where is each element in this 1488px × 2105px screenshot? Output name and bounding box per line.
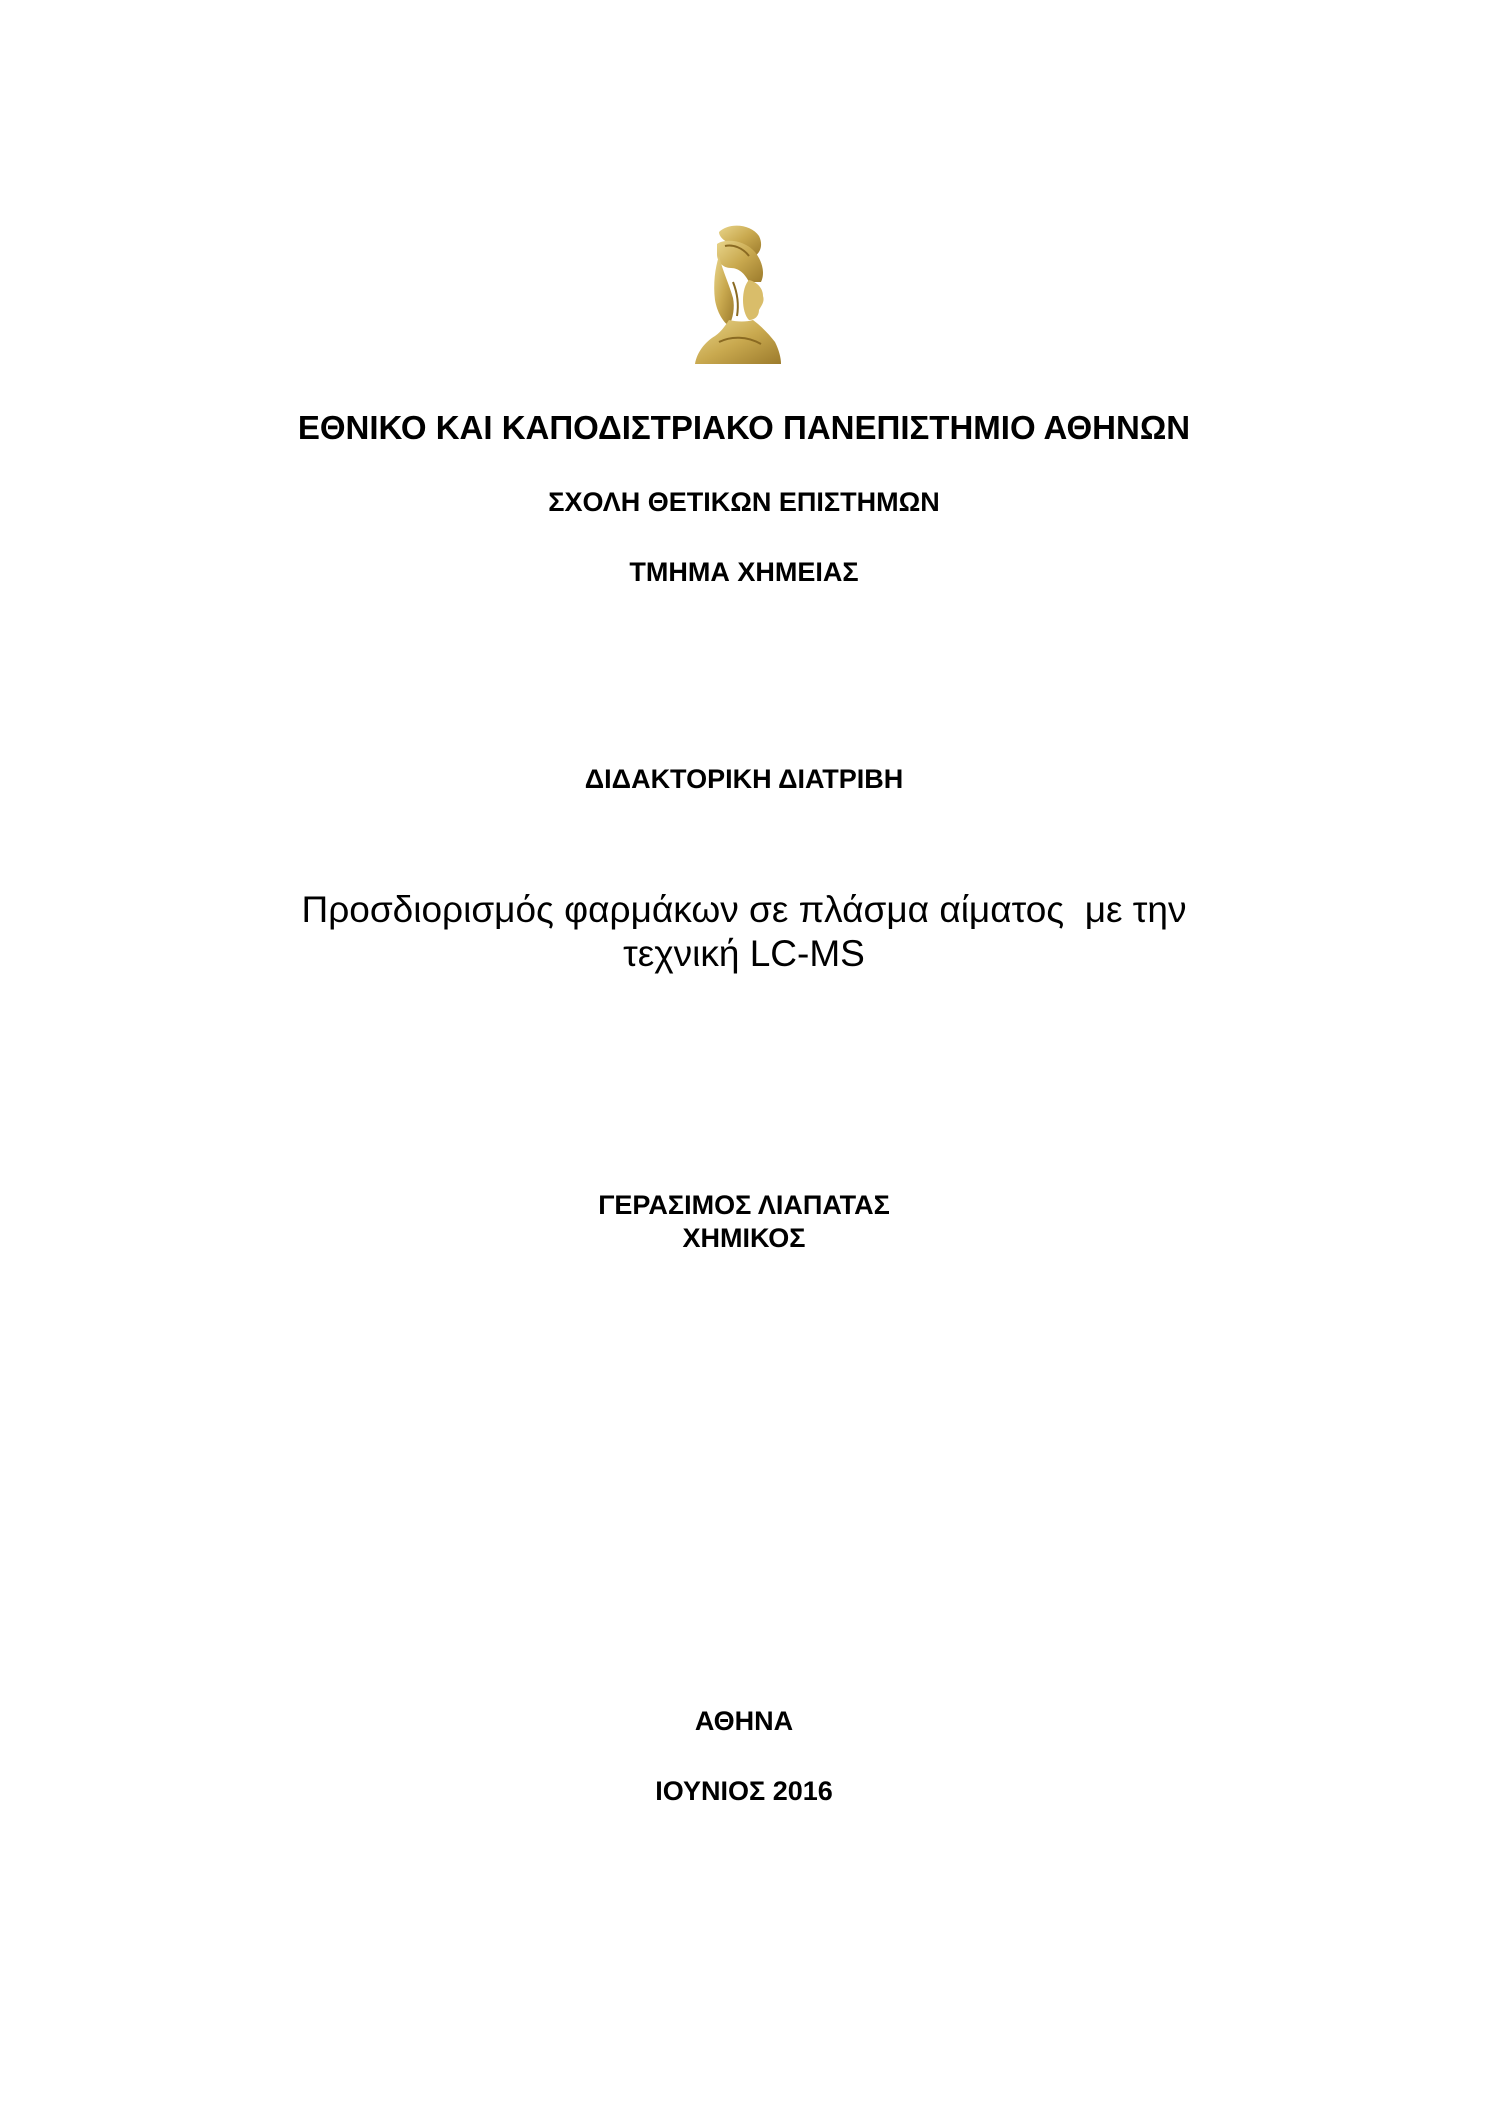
city: ΑΘΗΝΑ [694,1706,794,1736]
thesis-title-line-1: Προσδιορισμός φαρμάκων σε πλάσμα αίματος με την [301,889,1187,930]
thesis-title [0,888,1488,976]
department-name: ΤΜΗΜΑ ΧΗΜΕΙΑΣ [629,557,859,587]
athena-helmet-emblem-icon [689,222,799,364]
date: ΙΟΥΝΙΟΣ 2016 [655,1776,833,1806]
school-name: ΣΧΟΛΗ ΘΕΤΙΚΩΝ ΕΠΙΣΤΗΜΩΝ [548,487,940,517]
author-profession: ΧΗΜΙΚΟΣ [682,1223,806,1253]
document-type: ΔΙΔΑΚΤΟΡΙΚΗ ΔΙΑΤΡΙΒΗ [584,764,904,794]
university-name: ΕΘΝΙΚΟ ΚΑΙ ΚΑΠΟΔΙΣΤΡΙΑΚΟ ΠΑΝΕΠΙΣΤΗΜΙΟ ΑΘΗΝΩΝ [297,409,1191,446]
thesis-title-line-2: τεχνική LC-MS [623,933,865,974]
author-name: ΓΕΡΑΣΙΜΟΣ ΛΙΑΠΑΤΑΣ [598,1190,890,1220]
